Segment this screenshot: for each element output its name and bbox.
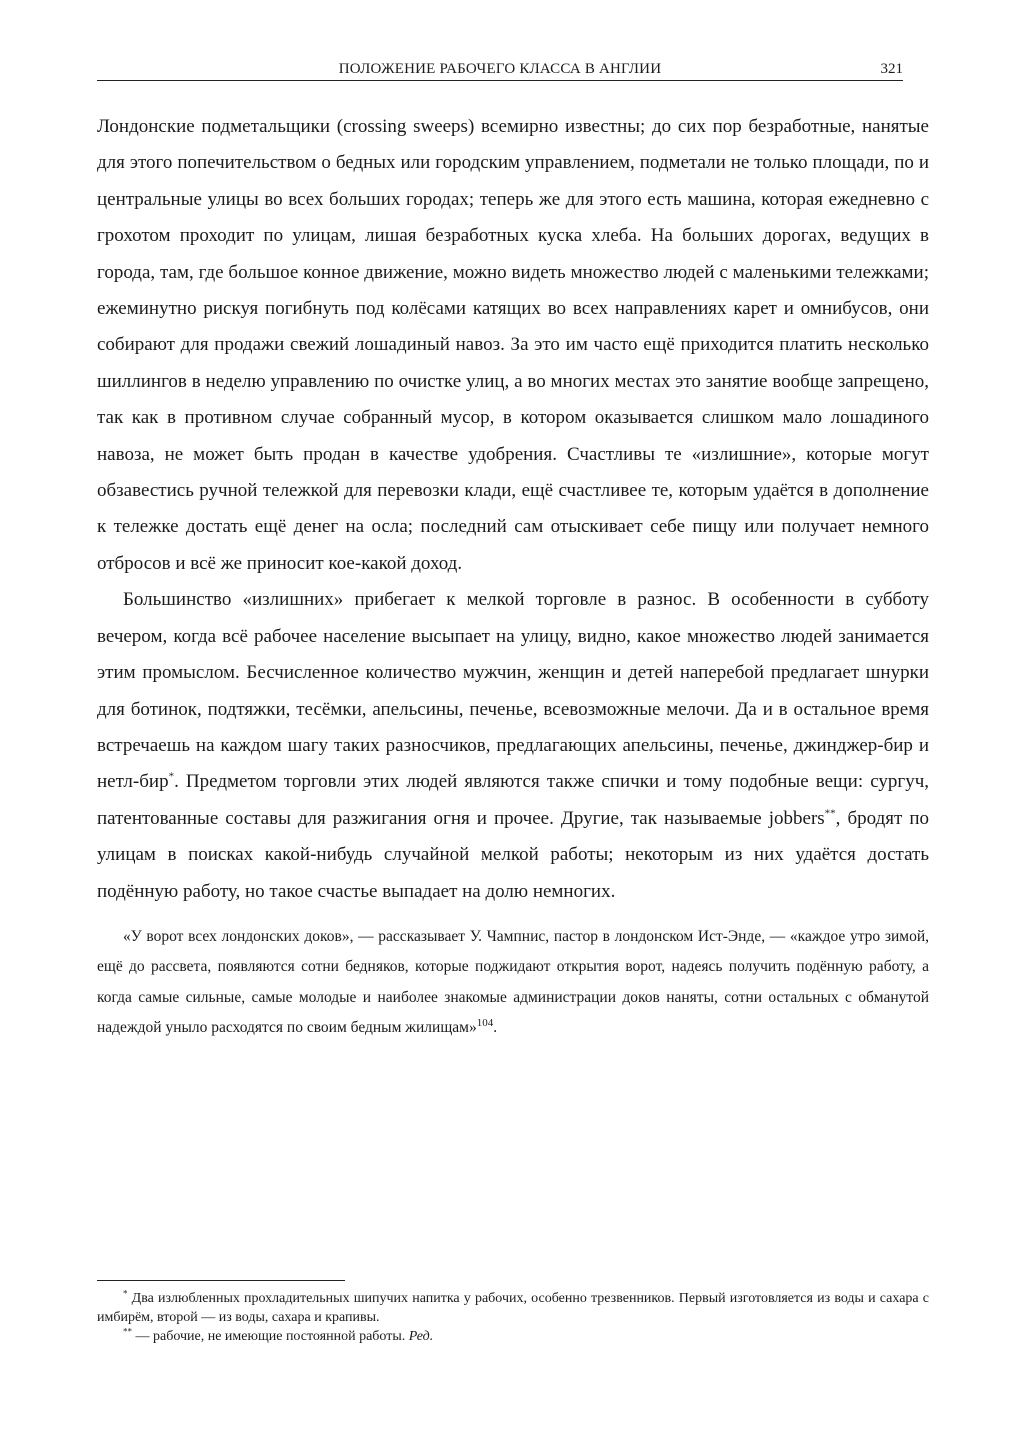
footnote-2-text: — рабочие, не имеющие постоянной работы. — [132, 1329, 409, 1344]
running-head-title: ПОЛОЖЕНИЕ РАБОЧЕГО КЛАССА В АНГЛИИ — [338, 61, 662, 77]
footnote-2-mark: ** — [123, 1326, 132, 1337]
footnote-1-text: Два излюбленных прохладительных шипучих напитка у рабочих, особенно трезвенников. Первый изготовляется из воды и сахара с имбирём, второй — из воды, сахара и крапивы. — [97, 1291, 929, 1325]
footnote-ref-1: * — [168, 770, 175, 783]
footnote-1-mark: * — [123, 1288, 128, 1299]
endnote-ref-104: 104 — [476, 1017, 494, 1030]
quote-paragraph — [97, 922, 929, 1044]
paragraph-2-part-2: . Предметом торговли этих людей являются также спички и тому подобные вещи: сургуч, патентованные составы для разжигания огня и прочее. Другие, так называемые jobbers — [97, 771, 929, 829]
running-head — [97, 58, 903, 81]
paragraph-2-part-3: , бродят по улицам в поисках какой-нибудь случайной мелкой работы; некоторым из них удаётся достать подённую работу, но такое счастье выпадает на долю немногих. — [97, 807, 929, 902]
quote-end: . — [493, 1019, 498, 1037]
footnote-rule — [97, 1280, 345, 1281]
footnote-1 — [97, 1289, 929, 1327]
block-quote — [97, 922, 929, 1044]
paragraph-2 — [97, 582, 929, 910]
paragraph-2-part-1: Большинство «излишних» прибегает к мелкой торговле в разнос. В особенности в субботу вечером, когда всё рабочее население высыпает на улицу, видно, какое множество людей занимается этим промыслом. Бесчисленное количество мужчин, женщин и детей наперебой предлагает шнурки для ботинок, подтяжки, тесёмки, апельсины, печенье, всевозможные мелочи. Да и в остальное время встречаешь на каждом шагу таких разносчиков, предлагающих апельсины, печенье, джинджер-бир и нетл-бир — [97, 589, 929, 793]
footnote-2-editor-mark: Ред. — [408, 1329, 434, 1344]
paragraph-1: Лондонские подметальщики (crossing sweeps) всемирно известны; до сих пор безработные, нанятые для этого попечительством о бедных или городским управлением, подметали не только площади, по и центральные улицы во всех больших городах; теперь же для этого есть машина, которая ежедневно с грохотом проходит по улицам, лишая безработных куска хлеба. На больших дорогах, ведущих в города, там, где большое конное движение, можно видеть множество людей с маленькими тележками; ежеминутно рискуя погибнуть под колёсами катящих во всех направлениях карет и омнибусов, они собирают для продажи свежий лошадиный навоз. За это им часто ещё приходится платить несколько шиллингов в неделю управлению по очистке улиц, а во многих местах это занятие вообще запрещено, так как в противном случае собранный мусор, в котором оказывается слишком мало лошадиного навоза, не может быть продан в качестве удобрения. Счастливы те «излишние», которые могут обзавестись ручной тележкой для перевозки клади, ещё счастливее те, которым удаётся в дополнение к тележке достать ещё денег на осла; последний сам отыскивает себе пищу или получает немного отбросов и всё же приносит кое-какой доход. — [97, 116, 929, 574]
body-text — [97, 109, 929, 910]
footnotes — [97, 1280, 929, 1346]
footnote-ref-2: ** — [824, 807, 836, 820]
page-number: 321 — [880, 61, 903, 77]
page — [97, 58, 929, 1044]
footnote-2 — [97, 1327, 929, 1346]
quote-text: «У ворот всех лондонских доков», — рассказывает У. Чампнис, пастор в лондонском Ист-Энде, — «каждое утро зимой, ещё до рассвета, появляются сотни бедняков, которые поджидают открытия ворот, надеясь получить подённую работу, а когда самые сильные, самые молодые и наиболее знакомые администрации доков наняты, сотни остальных с обманутой надеждой уныло расходятся по своим бедным жилищам» — [97, 927, 929, 1037]
